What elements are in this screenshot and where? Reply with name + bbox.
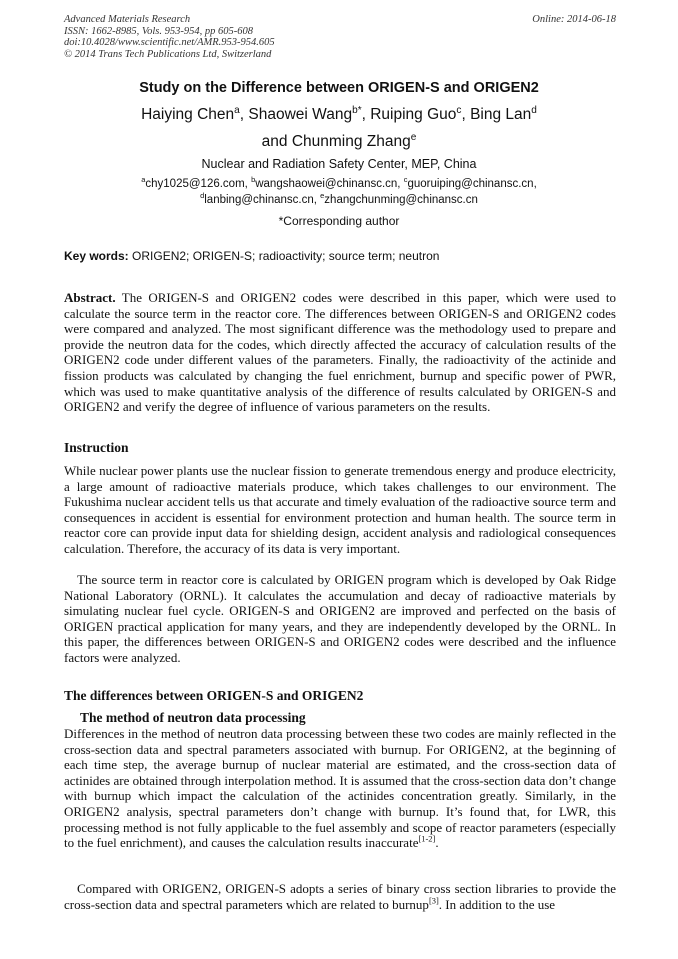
keywords (64, 249, 616, 263)
email-address: lanbing@chinansc.cn, (204, 194, 317, 206)
affiliation: Nuclear and Radiation Safety Center, MEP, China (201, 157, 477, 171)
online-date: Online: 2014-06-18 (532, 14, 616, 25)
citation-ref: [1-2] (418, 833, 436, 844)
method-paragraph-2 (64, 881, 616, 912)
email-sup: a (141, 175, 146, 185)
abstract (64, 290, 616, 415)
email-address: wangshaowei@chinansc.cn, (255, 178, 401, 190)
author-sup: d (531, 104, 537, 116)
email-line-1 (0, 175, 678, 190)
abstract-label: Abstract. (64, 290, 116, 305)
abstract-text: The ORIGEN-S and ORIGEN2 codes were described in this paper, which were used to calculate the source term in the reactor core. The differences between ORIGEN-S and ORIGEN2 codes were compared and analyzed. The most significant difference was the methodology used to prepare and provide the neutron data for the codes, which directly affected the accuracy of calculation results of the ORIGEN2 code under different values of the parameters. Finally, the radioactivity of the actinide and fission products was calculated by changing the fuel enrichment, burnup and specific power of PWR, which was used to make quantitative analysis of the difference of results calculated by ORIGEN-S and ORIGEN2 and verify the degree of influence of various parameters on the results. (64, 290, 616, 415)
author-name: Ruiping Guo (370, 106, 457, 123)
citation-ref: [3] (428, 895, 439, 906)
copyright-line: © 2014 Trans Tech Publications Ltd, Switzerland (64, 48, 272, 60)
paragraph-text: . In addition to the use (438, 896, 556, 912)
author-name: Shaowei Wang (248, 106, 353, 123)
instruction-paragraph-2: The source term in reactor core is calculated by ORIGEN program which is developed by Oak Ridge National Laboratory (ORNL). It calculates the accumulation and decay of radioactive materials by simulating nuclear fuel cycle. ORIGEN-S and ORIGEN2 are improved and perfected on the basis of ORIGEN practical application for many years, and they are independently developed by the ORNL. In this paper, the differences between ORIGEN-S and ORIGEN2 codes were described and the influence factors were analyzed. (64, 572, 616, 665)
keywords-text: ORIGEN2; ORIGEN-S; radioactivity; source term; neutron (132, 249, 440, 263)
email-address: zhangchunming@chinansc.cn (324, 194, 478, 206)
paragraph-text: Differences in the method of neutron data processing between these two codes are mainly reflected in the cross-section data and spectral parameters associated with burnup. For ORIGEN2, at the beginning of each time step, the average burnup of nuclear material are estimated, and the cross-section data of actinides are obtained through interpolation method. It is assumed that the cross-section data don’t change with burnup which impact the calculation of the actinides concentration greatly. Similarly, in the ORIGEN2 analysis, spectral parameters don’t change with burnup. It’s found that, for LWR, this processing method is not fully applicable to the fuel assembly and scope of reactor parameters (especially to the fuel enrichment), and causes the calculation results inaccurate (64, 726, 616, 851)
journal-name: Advanced Materials Research (64, 14, 191, 25)
author-line-1: Haiying Chen$^a$, Shaowei Wang$^{b*}$, Ruiping Guo$^c$, Bing Lan$^d$ (141, 104, 537, 123)
section-heading-differences: The differences between ORIGEN-S and ORIGEN2 (64, 688, 364, 703)
subsection-heading-method: The method of neutron data processing (80, 710, 306, 725)
author-sup: a (234, 104, 240, 116)
keywords-label: Key words: (64, 249, 129, 263)
section-heading-instruction: Instruction (64, 440, 129, 455)
email-sup: c (403, 175, 408, 185)
author-name: Chunming Zhang (291, 133, 411, 150)
email-sup: e (320, 191, 325, 201)
email-sup: d (200, 191, 205, 201)
author-name: Haiying Chen (141, 106, 235, 123)
author-and: and (261, 133, 288, 150)
doi-line: doi:10.4028/www.scientific.net/AMR.953-954.605 (64, 37, 275, 48)
author-sup: b* (352, 104, 362, 116)
author-sup: e (410, 131, 417, 143)
email-line-2 (0, 191, 678, 206)
author-name: Bing Lan (470, 106, 532, 123)
instruction-paragraph-1: While nuclear power plants use the nuclear fission to generate tremendous energy and produce electricity, a large amount of radioactive materials produce, which takes challenges to our environment. The Fukushima nuclear accident tells us that accurate and timely evaluation of the radioactive source term and consequences in accident is essential for environment protection and human health. The source term in reactor core can provide input data for shielding design, accident analysis and radiological consequences calculation. Therefore, the accuracy of its data is very important. (64, 463, 616, 556)
author-line-2 (0, 133, 678, 151)
email-address: guoruiping@chinansc.cn, (407, 178, 537, 190)
journal-header (64, 14, 616, 60)
paper-title: Study on the Difference between ORIGEN-S and ORIGEN2 (139, 80, 539, 96)
issn-line: ISSN: 1662-8985, Vols. 953-954, pp 605-608 (64, 25, 253, 37)
corresponding-author: *Corresponding author (278, 214, 400, 228)
email-sup: b (251, 175, 256, 185)
author-sup: c (456, 104, 462, 116)
email-address: chy1025@126.com, (145, 178, 248, 190)
paragraph-text: . (435, 835, 439, 851)
paragraph-text: Compared with ORIGEN2, ORIGEN-S adopts a series of binary cross section libraries to provide the cross-section data and spectral parameters which are related to burnup (64, 881, 616, 912)
method-paragraph-1 (64, 726, 616, 851)
